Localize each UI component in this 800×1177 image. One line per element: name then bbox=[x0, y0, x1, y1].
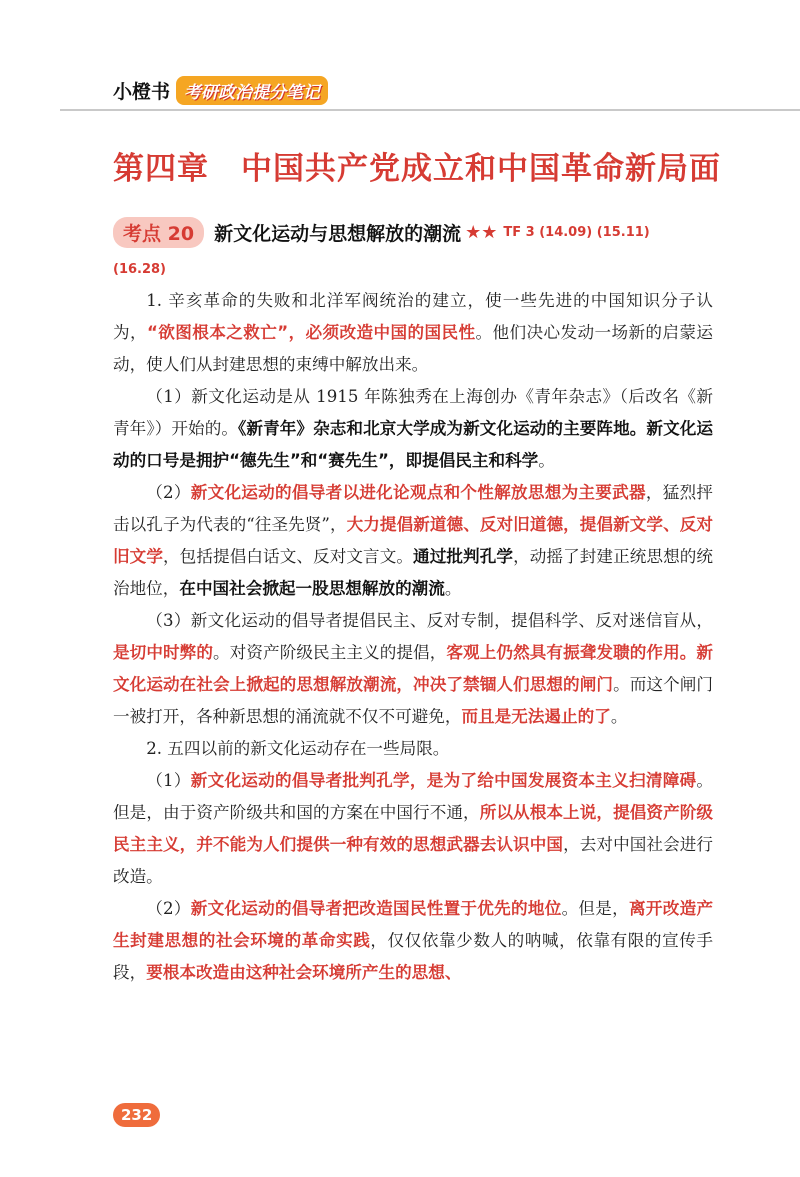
emphasis-segment: 而且是无法遏止的了 bbox=[461, 707, 611, 726]
kaodian-badge: 考点 20 bbox=[113, 217, 204, 248]
text-segment: ，仅仅依靠少数人的呐喊，依靠有限的宣传手段， bbox=[113, 931, 714, 982]
text-segment: （1）新文化运动是从 1915 年陈独秀在上海创办《青年杂志》（后改名《新青年》）开始的。 bbox=[113, 387, 713, 438]
text-segment: ，猛烈抨击以孔子为代表的“往圣先贤”， bbox=[113, 483, 714, 534]
text-segment: 。 bbox=[444, 579, 462, 598]
emphasis-segment: 要根本改造由这种社会环境所产生的思想、 bbox=[146, 963, 462, 982]
emphasis-segment: 通过批判孔学 bbox=[413, 547, 514, 566]
body-text bbox=[113, 285, 713, 989]
emphasis-segment: 新文化运动的倡导者以进化论观点和个性解放思想为主要武器 bbox=[190, 483, 646, 502]
emphasis-segment: 客观上仍然具有振聋发聩的作用。新文化运动在社会上掀起的思想解放潮流，冲决了禁锢人们思想的闸门 bbox=[113, 643, 714, 694]
text-segment: 。但是， bbox=[561, 899, 630, 918]
series-title: 考研政治提分笔记 bbox=[176, 76, 328, 105]
paragraph bbox=[113, 733, 713, 765]
emphasis-segment: 在中国社会掀起一股思想解放的潮流 bbox=[179, 579, 445, 598]
exam-frequency: TF 3 (14.09) (15.11) bbox=[503, 225, 650, 240]
text-segment: ，包括提倡白话文、反对文言文。 bbox=[163, 547, 414, 566]
paragraph bbox=[113, 381, 713, 477]
emphasis-segment: 离开改造产生封建思想的社会环境的革命实践 bbox=[113, 899, 714, 950]
emphasis-segment: 大力提倡新道德、反对旧道德，提倡新文学、反对旧文学 bbox=[113, 515, 713, 566]
kaodian-heading bbox=[113, 217, 650, 248]
brand-name: 小橙书 bbox=[113, 81, 171, 103]
text-segment: 。但是，由于资产阶级共和国的方案在中国行不通， bbox=[113, 771, 714, 822]
text-segment: 。他们决心发动一场新的启蒙运动，使人们从封建思想的束缚中解放出来。 bbox=[113, 323, 714, 374]
emphasis-segment: 《新青年》杂志和北京大学成为新文化运动的主要阵地。新文化运动的口号是拥护“德先生”和“赛先生”，即提倡民主和科学 bbox=[113, 419, 714, 470]
paragraph bbox=[113, 605, 713, 733]
text-segment: 。 bbox=[610, 707, 628, 726]
running-header bbox=[113, 76, 328, 105]
header-rule bbox=[60, 109, 800, 111]
text-segment: ，去对中国社会进行改造。 bbox=[113, 835, 714, 886]
text-segment: （2） bbox=[146, 899, 191, 918]
paragraph bbox=[113, 285, 713, 381]
text-segment: （1） bbox=[146, 771, 191, 790]
text-segment: 1. 辛亥革命的失败和北洋军阀统治的建立，使一些先进的中国知识分子认为， bbox=[113, 291, 713, 342]
kaodian-title: 新文化运动与思想解放的潮流 bbox=[214, 223, 462, 245]
text-segment: 2. 五四以前的新文化运动存在一些局限。 bbox=[146, 739, 450, 758]
star-icons: ★★ bbox=[465, 222, 498, 243]
paragraph bbox=[113, 893, 713, 989]
emphasis-segment: “欲图根本之救亡”，必须改造中国的国民性 bbox=[147, 323, 476, 342]
text-segment: 。而这个闸门一被打开，各种新思想的涌流就不仅不可避免， bbox=[113, 675, 713, 726]
paragraph bbox=[113, 477, 713, 605]
text-segment: 。对资产阶级民主主义的提倡， bbox=[213, 643, 447, 662]
emphasis-segment: 是切中时弊的 bbox=[113, 643, 214, 662]
emphasis-segment: 所以从根本上说，提倡资产阶级民主主义，并不能为人们提供一种有效的思想武器去认识中国 bbox=[113, 803, 714, 854]
chapter-title: 第四章 中国共产党成立和中国革命新局面 bbox=[113, 151, 721, 187]
emphasis-segment: 新文化运动的倡导者把改造国民性置于优先的地位 bbox=[190, 899, 562, 918]
exam-frequency-continued: (16.28) bbox=[113, 262, 167, 277]
text-segment: （2） bbox=[146, 483, 191, 502]
text-segment: ，动摇了封建正统思想的统治地位， bbox=[113, 547, 714, 598]
emphasis-segment: 新文化运动的倡导者批判孔学，是为了给中国发展资本主义扫清障碍 bbox=[190, 771, 697, 790]
page-number: 232 bbox=[113, 1103, 160, 1127]
text-segment: 。 bbox=[538, 451, 555, 470]
text-segment: （3）新文化运动的倡导者提倡民主、反对专制，提倡科学、反对迷信盲从， bbox=[146, 611, 713, 630]
paragraph bbox=[113, 765, 713, 893]
